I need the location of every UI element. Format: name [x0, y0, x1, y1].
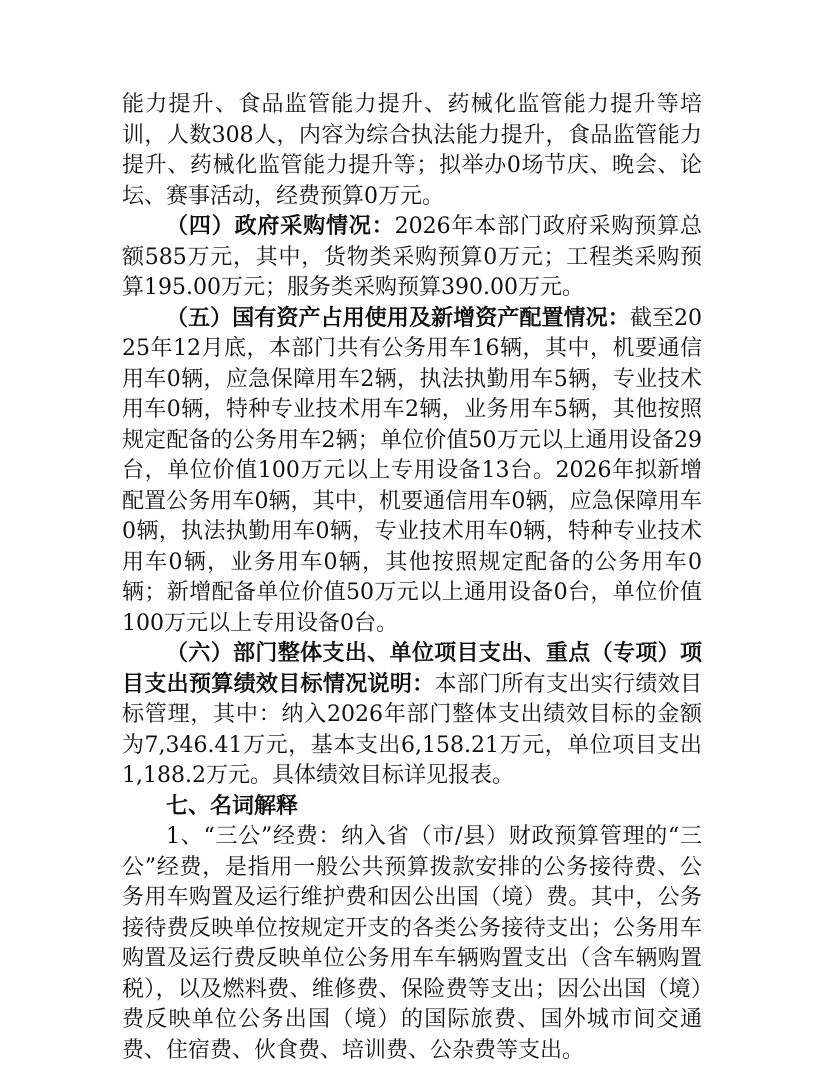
procurement-body: 2026年本部门政府采购预算总额585万元，其中，货物类采购预算0万元；工程类采购预算195.00万元；服务类采购预算390.00万元。: [122, 214, 702, 300]
procurement-heading: （四）政府采购情况：: [166, 214, 395, 239]
document-page: [122, 90, 702, 1066]
assets-heading: （五）国有资产占用使用及新增资产配置情况：: [166, 305, 630, 331]
section-title: 七、名词解释: [166, 793, 299, 819]
performance-heading: （六）部门整体支出、单位项目支出、重点（专项）项目支出预算绩效目标情况说明：: [122, 641, 702, 697]
paragraph-performance: [122, 639, 702, 792]
performance-body: 本部门所有支出实行绩效目标管理，其中：纳入2026年部门整体支出绩效目标的金额为7,346.41万元，基本支出6,158.21万元，单位项目支出1,188.2万元。具体绩效目标详见报表。: [122, 671, 702, 788]
assets-body: 截至2025年12月底，本部门共有公务用车16辆，其中，机要通信用车0辆，应急保障用车2辆，执法执勤用车5辆，专业技术用车0辆，特种专业技术用车2辆，业务用车5辆，其他按照规定配备的公务用车2辆；单位价值50万元以上通用设备29台，单位价值100万元以上专用设备13台。2026年拟新增配置公务用车0辆，其中，机要通信用车0辆，应急保障用车0辆，执法执勤用车0辆，专业技术用车0辆，特种专业技术用车0辆，业务用车0辆，其他按照规定配备的公务用车0辆；新增配备单位价值50万元以上通用设备0台，单位价值100万元以上专用设备0台。: [122, 305, 702, 636]
paragraph-definition: 1、“三公”经费：纳入省（市/县）财政预算管理的“三公”经费，是指用一般公共预算拨款安排的公务接待费、公务用车购置及运行维护费和因公出国（境）费。其中，公务接待费反映单位按规定开支的各类公务接待支出；公务用车购置及运行费反映单位公务用车车辆购置支出（含车辆购置税），以及燃料费、维修费、保险费等支出；因公出国（境）费反映单位公务出国（境）的国际旅费、国外城市间交通费、住宿费、伙食费、培训费、公杂费等支出。: [122, 824, 702, 1063]
paragraph-assets: [122, 304, 702, 640]
paragraph-procurement: [122, 212, 702, 304]
paragraph-training: 能力提升、食品监管能力提升、药械化监管能力提升等培训，人数308人，内容为综合执法能力提升，食品监管能力提升、药械化监管能力提升等；拟举办0场节庆、晚会、论坛、赛事活动，经费预算0万元。: [122, 92, 702, 209]
